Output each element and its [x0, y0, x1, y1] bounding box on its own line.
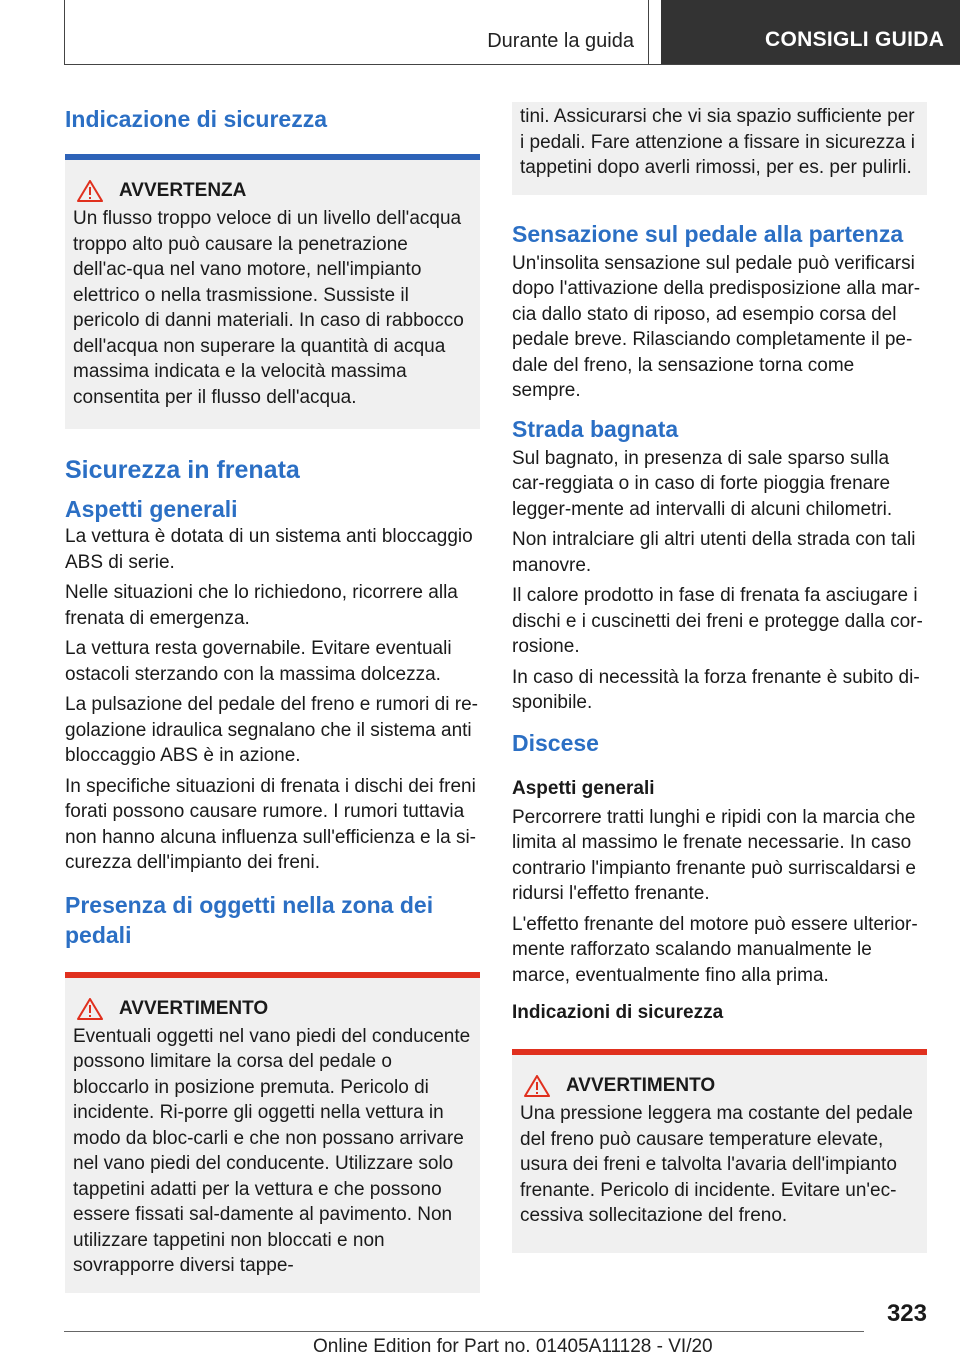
warning-title: AVVERTENZA [119, 180, 247, 201]
subheading-safety-notes: Indicazioni di sicurezza [512, 1002, 724, 1023]
left-column [65, 96, 480, 1293]
warning-title: AVVERTIMENTO [119, 997, 269, 1019]
warning-box-pedals [65, 972, 480, 1293]
paragraph: La vettura resta governabile. Evitare eventuali ostacoli sterzando con la massima dolcezza. [65, 638, 452, 685]
warning-text: Un flusso troppo veloce di un livello dell'acqua troppo alto può causare la penetrazione dell'ac‐qua nel vano motore, nell'impianto elettrico o nella trasmissione. Sussiste il pericolo di danni materiali. In caso di rabbocco dell'acqua non superare la quantità di acqua massima indicata e la velocità massima consentita per il flusso dell'acqua. [73, 208, 464, 408]
warning-triangle-icon [524, 1075, 550, 1097]
paragraph: Il calore prodotto in fase di frenata fa asciugare i dischi e i cuscinetti dei freni e protegge dalla cor‐rosione. [512, 585, 923, 657]
paragraph: Non intralciare gli altri utenti della strada con tali manovre. [512, 529, 916, 576]
paragraph: In caso di necessità la forza frenante è subito di‐sponibile. [512, 666, 920, 713]
warning-box-brake-load [512, 1049, 927, 1253]
warning-text: tini. Assicurarsi che vi sia spazio sufficiente per i pedali. Fare attenzione a fissare in sicurezza i tappetini dopo averli rimossi, per es. per pulirli. [520, 106, 915, 178]
header-chapter-label: CONSIGLI GUIDA [765, 28, 945, 51]
warning-title-row [73, 998, 472, 1020]
heading-pedal-feeling: Sensazione sul pedale alla partenza [512, 220, 904, 247]
warning-triangle-icon [77, 998, 103, 1020]
warning-box-pedals-continued [512, 102, 927, 195]
page-number: 323 [886, 1300, 927, 1327]
header-divider [64, 64, 960, 65]
warning-box-water [65, 154, 480, 429]
warning-triangle-icon [77, 180, 103, 202]
paragraph: Percorrere tratti lunghi e ripidi con la marcia che limita al massimo le frenate necessarie. In caso contrario l'impianto frenante può surriscaldarsi e ridursi l'effetto frenante. [512, 806, 916, 904]
paragraph: La vettura è dotata di un sistema anti bloccaggio ABS di serie. [65, 526, 473, 573]
right-column [512, 102, 927, 1253]
heading-descents: Discese [512, 729, 599, 756]
paragraph: Sul bagnato, in presenza di sale sparso sulla car‐reggiata o in caso di forte pioggia frenare legger‐mente ad intervalli di alcuni chilometri. [512, 447, 893, 520]
paragraph: Un'insolita sensazione sul pedale può verificarsi dopo l'attivazione della predisposizione alla mar‐cia dallo stato di riposo, ad esempio corsa del pedale breve. Rilasciando completamente il pe‐dale del freno, la sensazione torna come sempre. [512, 252, 921, 401]
warning-title: AVVERTIMENTO [566, 1075, 716, 1096]
warning-title-row [73, 180, 472, 202]
paragraph: L'effetto frenante del motore può essere ulterior‐mente rafforzato scalando manualmente le marce, eventualmente fino alla prima. [512, 913, 918, 986]
heading-safety-note: Indicazione di sicurezza [65, 106, 328, 132]
header-chapter-tab [661, 0, 960, 64]
warning-text: Una pressione leggera ma costante del pedale del freno può causare temperature elevate, usura dei freni e talvolta l'avaria dell'impianto frenante. Pericolo di incidente. Evitare un'ec‐cessiva sollecitazione del freno. [520, 1103, 913, 1226]
warning-title-row [520, 1075, 919, 1097]
footer-edition: Online Edition for Part no. 01405A11128 - VI/20 [313, 1336, 713, 1357]
heading-braking-safety: Sicurezza in frenata [65, 456, 300, 484]
heading-wet-road: Strada bagnata [512, 415, 679, 442]
subheading-general: Aspetti generali [512, 777, 655, 799]
header-section-tab [64, 0, 649, 64]
footer-divider [64, 1331, 864, 1332]
warning-text: Eventuali oggetti nel vano piedi del conducente possono limitare la corsa del pedale o bloccarlo in posizione premuta. Pericolo di incidente. Ri‐porre gli oggetti nella vettura in modo da bloc‐carli e che non possano arrivare nel vano piedi del conducente. Utilizzare solo tappetini adatti per la vettura e che possono essere fissati sal‐damente al pavimento. Non utilizzare tappetini non bloccati e non sovrapporre diversi tappe‐ [73, 1025, 471, 1276]
paragraph: La pulsazione del pedale del freno e rumori di re‐golazione idraulica segnalano che il sistema anti bloccaggio ABS è in azione. [65, 694, 478, 766]
header-section-label: Durante la guida [487, 30, 634, 52]
paragraph: Nelle situazioni che lo richiedono, ricorrere alla frenata di emergenza. [65, 582, 458, 629]
paragraph: In specifiche situazioni di frenata i dischi dei freni forati possono causare rumore. I rumori tuttavia non hanno alcuna influenza sull'efficienza e la si‐curezza dell'impianto dei freni. [65, 775, 476, 873]
heading-pedal-objects: Presenza di oggetti nella zona dei pedali [65, 891, 434, 948]
heading-general: Aspetti generali [65, 496, 238, 522]
